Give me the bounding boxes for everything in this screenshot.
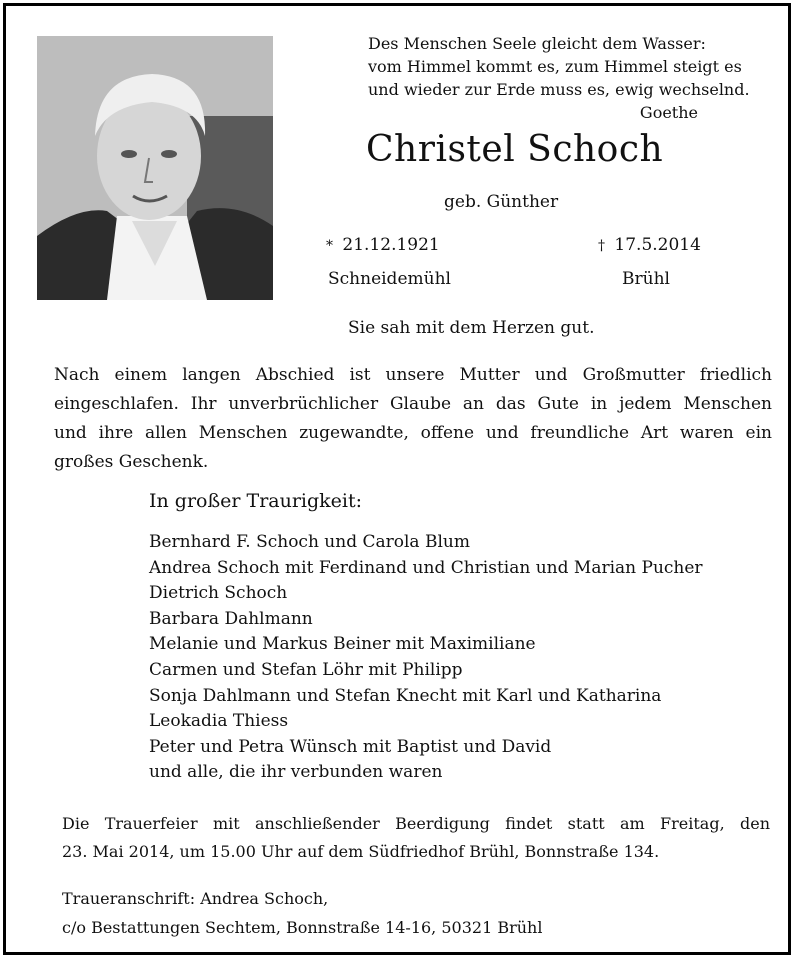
mourning-address	[62, 884, 542, 942]
funeral-line: Die Trauerfeier mit anschließender Beerdigung findet statt am Freitag, den	[62, 814, 770, 833]
maiden-name: geb. Günther	[444, 192, 559, 212]
address-line: Traueranschrift: Andrea Schoch,	[62, 889, 329, 908]
mourner-line: Barbara Dahlmann	[149, 608, 313, 629]
funeral-line: 23. Mai 2014, um 15.00 Uhr auf dem Südfriedhof Brühl, Bonnstraße 134.	[62, 842, 660, 861]
mourners-list	[149, 530, 703, 786]
mourner-line: Peter und Petra Wünsch mit Baptist und David	[149, 736, 552, 757]
deceased-name: Christel Schoch	[366, 129, 664, 170]
quote-line: Des Menschen Seele gleicht dem Wasser:	[368, 34, 706, 53]
death-cross-icon: †	[598, 238, 605, 254]
mourner-line: Carmen und Stefan Löhr mit Philipp	[149, 659, 463, 680]
portrait-photo	[37, 36, 273, 300]
mourner-line: Bernhard F. Schoch und Carola Blum	[149, 532, 470, 552]
paragraph-line: Nach einem langen Abschied ist unsere Mutter und Großmutter friedlich	[54, 365, 772, 385]
mourner-line: Sonja Dahlmann und Stefan Knecht mit Karl und Katharina	[149, 685, 662, 706]
quote-author: Goethe	[639, 103, 698, 122]
farewell-paragraph	[54, 361, 772, 477]
mourner-line: Leokadia Thiess	[149, 711, 289, 732]
paragraph-line: und ihre allen Menschen zugewandte, offene und freundliche Art waren ein	[54, 423, 772, 443]
motto: Sie sah mit dem Herzen gut.	[348, 318, 595, 338]
death-date-text: 17.5.2014	[614, 235, 701, 255]
birth-date-text: 21.12.1921	[342, 235, 440, 255]
goethe-quote	[368, 32, 768, 124]
birth-star-icon: *	[326, 238, 333, 254]
funeral-info	[62, 810, 770, 866]
quote-line: vom Himmel kommt es, zum Himmel steigt es	[368, 57, 742, 76]
quote-line: und wieder zur Erde muss es, ewig wechselnd.	[368, 80, 750, 99]
death-date	[598, 235, 701, 255]
portrait-image	[37, 36, 273, 300]
obituary-notice	[3, 3, 791, 955]
address-line: c/o Bestattungen Sechtem, Bonnstraße 14-16, 50321 Brühl	[62, 918, 543, 937]
paragraph-line: eingeschlafen. Ihr unverbrüchlicher Glaube an das Gute in jedem Menschen	[54, 394, 772, 414]
sorrow-heading: In großer Traurigkeit:	[149, 490, 363, 512]
mourner-line: Dietrich Schoch	[149, 583, 288, 604]
mourner-line: und alle, die ihr verbunden waren	[149, 762, 443, 783]
death-place: Brühl	[622, 269, 670, 289]
mourner-line: Andrea Schoch mit Ferdinand und Christian und Marian Pucher	[149, 557, 703, 578]
birth-place: Schneidemühl	[328, 269, 451, 289]
mourner-line: Melanie und Markus Beiner mit Maximiliane	[149, 634, 536, 655]
paragraph-line: großes Geschenk.	[54, 452, 209, 472]
birth-date	[326, 235, 440, 255]
